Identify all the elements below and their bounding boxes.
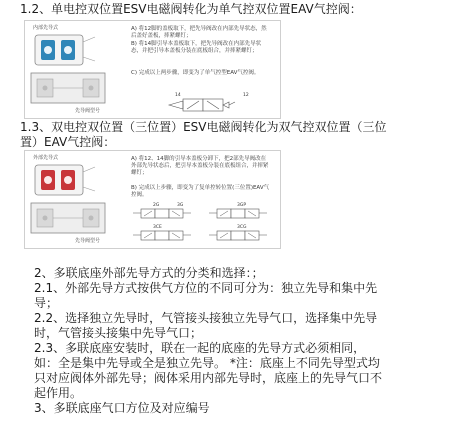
section-1-3-heading-line1: 1.3、双电控双位置（三位置）ESV电磁阀转化为双气控双位置（三位 bbox=[20, 120, 387, 134]
figure-step-c: C) 完成以上两步骤，即变为了单气控型EAV气控阀。 bbox=[131, 70, 260, 76]
symbol-label-2g: 2G bbox=[153, 203, 160, 208]
text-line: 2.3、多联底座安装时，联在一起的底座的先导方式必须相同， bbox=[34, 341, 366, 355]
text-line: 起作用。 bbox=[34, 386, 83, 400]
figure-double-control bbox=[24, 150, 281, 249]
symbol-label-3g: 3G bbox=[177, 203, 184, 208]
symbol-label-3gp: 3GP bbox=[237, 203, 247, 208]
text-line: 3、多联底座气口方位及对应编号 bbox=[34, 401, 210, 415]
text-line: 导； bbox=[34, 296, 59, 310]
figure-bottom-label: 先导阀型号 bbox=[75, 108, 101, 114]
figure-step-a: A) 将12脚的盖板取下，把先导阀改在内部先导状态，然后盖好盖板，摔紧螺钉； bbox=[131, 26, 267, 40]
figure-single-control bbox=[24, 20, 281, 119]
figure-step-b: B) 完成以上步骤，即变为了复单控转位置(三位置)EAV气控阀。 bbox=[131, 185, 270, 199]
text-line: 2.2、选择独立先导时，气管接头接独立先导气口，选择集中先导 bbox=[34, 311, 378, 325]
symbol-label-14: 14 bbox=[175, 93, 181, 98]
figure-top-label: 内部先导式 bbox=[33, 25, 59, 31]
figure-step-b: B) 将14脚引导本盖板取下，把先导阀改在内部先导状态，并把引导本盖板分装在底板组合，并摔紧螺钉； bbox=[131, 41, 262, 55]
text-line: 如：全是集中先导或全是独立先导。 *注：底座上不同先导型式均 bbox=[34, 356, 380, 370]
text-line: 2.1、外部先导方式按供气方位的不同可分为：独立先导和集中先 bbox=[34, 281, 378, 295]
section-1-2-heading: 1.2、单电控双位置ESV电磁阀转化为单气控双位置EAV气控阀： bbox=[20, 2, 362, 16]
text-line: 时，气管接头接集中先导气口； bbox=[34, 326, 203, 340]
section-1-3-heading-line2: 置）EAV气控阀： bbox=[20, 135, 116, 149]
text-line: 2、多联底座外部先导方式的分类和选择：； bbox=[34, 266, 264, 280]
symbol-label-3cg: 3CG bbox=[237, 225, 247, 230]
symbol-label-12: 12 bbox=[243, 93, 249, 98]
text-line: 只对应阀体外部先导；阀体采用内部先导时，底座上的先导气口不 bbox=[34, 371, 383, 385]
valve-diagram-red bbox=[29, 157, 109, 247]
figure-bottom-label: 先导阀型号 bbox=[75, 238, 101, 244]
figure-top-label: 外部先导式 bbox=[33, 155, 59, 161]
figure-step-a: A) 将12、14脚的引导本盖板分卸下，把2部先导阀改在外部先导状态后，把引导本盖板分装在底板组合，并摔紧螺钉； bbox=[131, 156, 269, 177]
valve-diagram-blue bbox=[29, 27, 109, 117]
symbol-label-3ce: 3CE bbox=[153, 225, 162, 230]
